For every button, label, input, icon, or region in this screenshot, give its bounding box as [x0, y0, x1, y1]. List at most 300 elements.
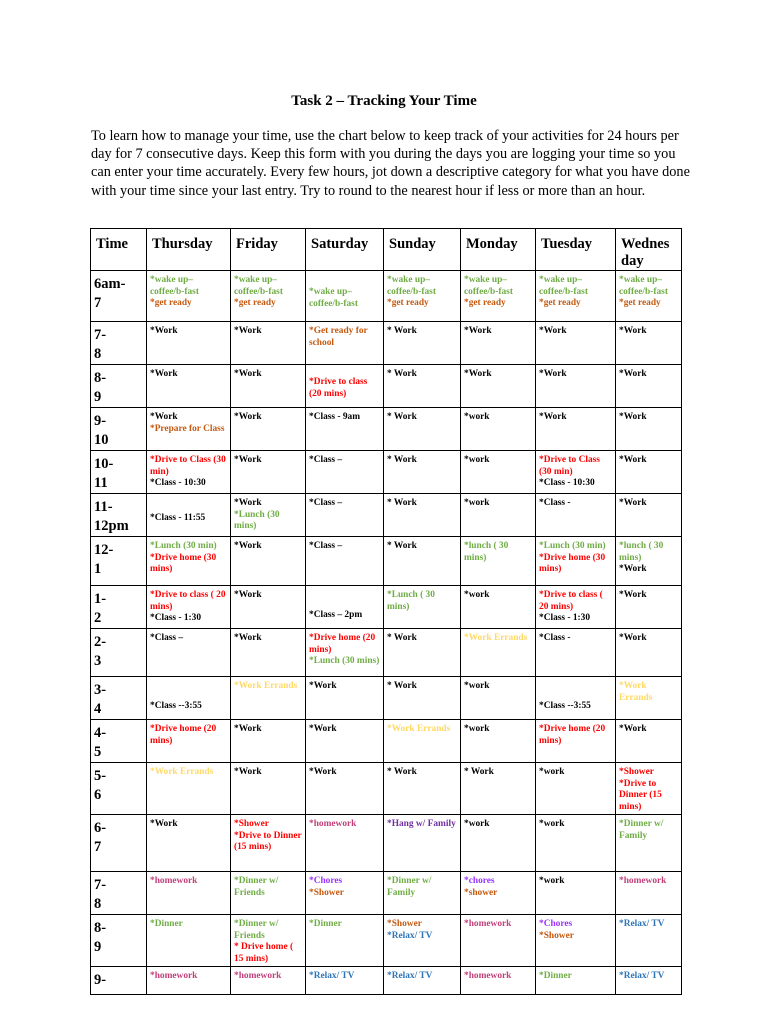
activity-cell-wednesday — [616, 408, 682, 451]
activity-cell-sunday — [384, 271, 461, 322]
activity-entry: *Work — [234, 633, 262, 643]
table-row — [91, 365, 682, 408]
activity-cell-monday — [461, 629, 536, 677]
activity-entry: *Relax/ TV — [387, 930, 433, 941]
time-slot-label: 8 — [94, 895, 102, 912]
activity-entry: *Dinner w/ Friends — [234, 918, 279, 941]
activity-cell-wednesday — [616, 322, 682, 365]
activity-entry: *Work — [234, 767, 262, 777]
activity-entry: *Class – — [309, 541, 343, 551]
activity-cell-tuesday — [536, 537, 616, 586]
header-sunday: Sunday — [384, 229, 461, 271]
activity-cell-monday — [461, 271, 536, 322]
activity-entry: *Lunch (30 min) — [539, 541, 606, 551]
activity-entry: *Drive home (20 mins) — [539, 724, 606, 746]
activity-entry: *Dinner — [539, 970, 572, 981]
activity-entry: *Work — [234, 412, 262, 422]
activity-cell-sunday — [384, 966, 461, 994]
activity-entry: *Dinner — [309, 918, 342, 929]
time-slot-label: 6am- — [94, 276, 126, 292]
time-slot-cell — [91, 763, 147, 815]
activity-entry: *Lunch ( 30 mins) — [387, 590, 435, 612]
activity-entry: *Class - 1:30 — [150, 613, 202, 624]
activity-entry: *Drive to class (20 mins) — [309, 377, 368, 399]
activity-entry: *Shower — [234, 818, 269, 829]
activity-cell-thursday — [147, 322, 231, 365]
activity-entry: *Work — [234, 326, 262, 336]
activity-entry: *Drive home (30 mins) — [150, 552, 217, 575]
activity-entry: *Relax/ TV — [309, 970, 355, 981]
activity-cell-tuesday — [536, 629, 616, 677]
header-row — [91, 229, 682, 271]
activity-cell-saturday — [306, 537, 384, 586]
activity-entry: *Hang w/ Family — [387, 818, 456, 829]
activity-cell-friday — [231, 763, 306, 815]
activity-entry: *get ready — [539, 298, 581, 309]
activity-cell-sunday — [384, 494, 461, 537]
activity-cell-saturday — [306, 871, 384, 914]
time-slot-label: 2- — [94, 634, 107, 650]
time-slot-label: 8- — [94, 919, 107, 936]
activity-cell-thursday — [147, 408, 231, 451]
activity-cell-wednesday — [616, 720, 682, 763]
activity-entry: *chores — [464, 875, 495, 886]
activity-entry: *work — [539, 875, 565, 886]
time-slot-cell — [91, 322, 147, 365]
activity-entry: * Work — [387, 412, 417, 422]
activity-cell-saturday — [306, 966, 384, 994]
activity-entry: *work — [464, 498, 490, 508]
activity-cell-thursday — [147, 677, 231, 720]
time-slot-label: 6- — [94, 819, 107, 836]
activity-entry: *Lunch (30 min) — [150, 541, 217, 551]
activity-entry: *Class – — [309, 455, 343, 465]
time-slot-cell — [91, 494, 147, 537]
activity-cell-wednesday — [616, 914, 682, 966]
activity-cell-sunday — [384, 365, 461, 408]
activity-cell-wednesday — [616, 537, 682, 586]
activity-entry: *Class - 9am — [309, 412, 361, 422]
activity-cell-monday — [461, 871, 536, 914]
activity-entry: *Work — [234, 590, 262, 600]
activity-cell-sunday — [384, 871, 461, 914]
activity-cell-tuesday — [536, 494, 616, 537]
activity-cell-friday — [231, 629, 306, 677]
time-slot-cell — [91, 537, 147, 586]
activity-entry: * Work — [464, 767, 494, 777]
time-slot-label: 1 — [94, 561, 102, 577]
activity-cell-monday — [461, 720, 536, 763]
activity-entry: * Work — [387, 326, 417, 336]
activity-cell-wednesday — [616, 629, 682, 677]
activity-entry: *Drive to Dinner (15 mins) — [619, 778, 662, 813]
time-slot-label: 12pm — [94, 518, 129, 534]
time-slot-label: 5- — [94, 768, 107, 784]
activity-cell-thursday — [147, 451, 231, 494]
activity-entry: *Class --3:55 — [539, 701, 591, 711]
activity-entry: *Drive to Dinner (15 mins) — [234, 830, 302, 853]
activity-entry: *work — [539, 767, 565, 777]
table-row — [91, 451, 682, 494]
table-row — [91, 271, 682, 322]
activity-entry: *Work — [150, 326, 178, 336]
activity-cell-saturday — [306, 322, 384, 365]
time-slot-cell — [91, 914, 147, 966]
activity-cell-monday — [461, 408, 536, 451]
time-slot-label: 3- — [94, 682, 107, 698]
header-wednesday: Wednes day — [616, 229, 682, 271]
activity-entry: *Dinner — [150, 918, 183, 929]
activity-entry: *Work — [619, 564, 647, 575]
activity-cell-tuesday — [536, 720, 616, 763]
activity-cell-sunday — [384, 814, 461, 871]
activity-cell-tuesday — [536, 365, 616, 408]
activity-entry: coffee/b-fast — [464, 286, 513, 297]
activity-cell-thursday — [147, 494, 231, 537]
activity-cell-saturday — [306, 408, 384, 451]
activity-entry: *get ready — [464, 298, 506, 309]
page-title: Task 2 – Tracking Your Time — [291, 93, 477, 109]
activity-entry: coffee/b-fast — [619, 286, 668, 297]
activity-cell-saturday — [306, 271, 384, 322]
activity-entry: *Class – — [309, 498, 343, 508]
table-row — [91, 677, 682, 720]
activity-cell-thursday — [147, 271, 231, 322]
activity-cell-wednesday — [616, 494, 682, 537]
time-slot-label: 7- — [94, 327, 107, 343]
activity-entry: *Chores — [309, 875, 343, 886]
activity-entry: * Work — [387, 541, 417, 551]
activity-entry: coffee/b-fast — [234, 286, 283, 297]
table-row — [91, 537, 682, 586]
activity-entry: *wake up– — [309, 287, 352, 297]
activity-cell-wednesday — [616, 763, 682, 815]
activity-entry: *Class - — [539, 498, 571, 508]
time-slot-cell — [91, 629, 147, 677]
activity-entry: *work — [464, 455, 490, 465]
activity-cell-sunday — [384, 586, 461, 629]
activity-entry: * Work — [387, 767, 417, 777]
activity-cell-monday — [461, 814, 536, 871]
activity-entry: *Work — [234, 498, 262, 508]
time-slot-label: 7 — [94, 295, 102, 311]
activity-entry: *Work — [619, 369, 647, 379]
activity-entry: *Work Errands — [464, 633, 528, 643]
activity-cell-tuesday — [536, 322, 616, 365]
activity-cell-tuesday — [536, 677, 616, 720]
time-slot-cell — [91, 271, 147, 322]
activity-cell-sunday — [384, 451, 461, 494]
activity-cell-thursday — [147, 365, 231, 408]
time-slot-label: 9 — [94, 938, 102, 955]
activity-cell-wednesday — [616, 966, 682, 994]
activity-cell-thursday — [147, 914, 231, 966]
activity-cell-monday — [461, 494, 536, 537]
activity-entry: *shower — [464, 887, 498, 898]
activity-entry: *homework — [150, 970, 198, 981]
time-slot-label: 7 — [94, 838, 102, 855]
activity-entry: *Drive to class ( 20 mins) — [150, 590, 226, 612]
activity-entry: *lunch ( 30 mins) — [619, 541, 664, 563]
activity-cell-monday — [461, 966, 536, 994]
time-slot-cell — [91, 871, 147, 914]
activity-entry: *Work — [150, 818, 178, 829]
activity-cell-thursday — [147, 629, 231, 677]
activity-entry: *Drive to Class (30 min) — [150, 455, 226, 477]
activity-entry: *Work — [309, 681, 337, 691]
time-slot-label: 12- — [94, 542, 114, 558]
activity-cell-sunday — [384, 914, 461, 966]
activity-cell-wednesday — [616, 871, 682, 914]
activity-entry: *Work — [464, 369, 492, 379]
header-monday: Monday — [461, 229, 536, 271]
activity-entry: *wake up– — [539, 275, 582, 285]
time-slot-label: 7- — [94, 876, 107, 893]
time-slot-cell — [91, 586, 147, 629]
activity-cell-thursday — [147, 537, 231, 586]
activity-entry: *Lunch (30 mins) — [309, 656, 380, 667]
activity-cell-sunday — [384, 537, 461, 586]
activity-entry: *Work — [619, 633, 647, 643]
activity-cell-monday — [461, 677, 536, 720]
time-slot-label: 4- — [94, 725, 107, 741]
time-slot-cell — [91, 720, 147, 763]
activity-entry: *wake up– — [464, 275, 507, 285]
activity-cell-friday — [231, 814, 306, 871]
activity-entry: *Drive to class ( 20 mins) — [539, 590, 603, 612]
activity-entry: *Work Errands — [619, 681, 653, 703]
activity-cell-thursday — [147, 586, 231, 629]
activity-entry: *Work — [619, 326, 647, 336]
activity-entry: coffee/b-fast — [309, 298, 358, 309]
activity-entry: *Work — [309, 724, 337, 734]
activity-cell-wednesday — [616, 365, 682, 408]
activity-entry: *work — [464, 590, 490, 600]
activity-entry: *Class - 1:30 — [539, 613, 591, 624]
activity-entry: *work — [464, 724, 490, 734]
time-slot-cell — [91, 365, 147, 408]
activity-cell-sunday — [384, 720, 461, 763]
time-slot-label: 11- — [94, 499, 113, 515]
activity-cell-wednesday — [616, 451, 682, 494]
activity-cell-tuesday — [536, 408, 616, 451]
activity-entry: *Class - 11:55 — [150, 513, 206, 523]
activity-entry: *Work — [619, 590, 647, 600]
activity-cell-thursday — [147, 720, 231, 763]
activity-entry: *Shower — [387, 918, 422, 929]
time-slot-label: 5 — [94, 744, 102, 760]
activity-entry: *Relax/ TV — [619, 918, 665, 929]
time-slot-label: 8 — [94, 346, 102, 362]
activity-entry: *Dinner w/ Friends — [234, 875, 279, 898]
activity-cell-monday — [461, 322, 536, 365]
activity-entry: *Lunch (30 mins) — [234, 509, 280, 532]
time-tracking-table — [90, 228, 682, 995]
activity-entry: *work — [464, 412, 490, 422]
activity-entry: *Shower — [539, 930, 574, 941]
activity-cell-tuesday — [536, 763, 616, 815]
activity-cell-friday — [231, 871, 306, 914]
activity-entry: *Work — [619, 498, 647, 508]
activity-entry: *lunch ( 30 mins) — [464, 541, 509, 563]
activity-cell-saturday — [306, 677, 384, 720]
activity-entry: *Shower — [309, 887, 344, 898]
activity-entry: *Dinner w/ Family — [387, 875, 432, 898]
activity-cell-friday — [231, 365, 306, 408]
activity-entry: *Relax/ TV — [619, 970, 665, 981]
activity-entry: *wake up– — [150, 275, 193, 285]
activity-cell-tuesday — [536, 914, 616, 966]
activity-entry: coffee/b-fast — [150, 286, 199, 297]
activity-entry: *Prepare for Class — [150, 423, 225, 434]
activity-cell-thursday — [147, 763, 231, 815]
time-slot-cell — [91, 451, 147, 494]
time-slot-label: 10 — [94, 432, 109, 448]
activity-entry: *Work Errands — [387, 724, 451, 734]
activity-entry: * Drive home ( 15 mins) — [234, 942, 294, 964]
activity-entry: *Drive home (30 mins) — [539, 552, 606, 575]
activity-entry: *Work — [234, 369, 262, 379]
time-slot-label: 6 — [94, 787, 102, 803]
time-slot-label: 9 — [94, 389, 102, 405]
activity-entry: *Dinner w/ Family — [619, 818, 664, 841]
activity-cell-saturday — [306, 365, 384, 408]
activity-cell-monday — [461, 537, 536, 586]
time-slot-cell — [91, 966, 147, 994]
activity-cell-monday — [461, 914, 536, 966]
activity-entry: * Work — [387, 498, 417, 508]
activity-cell-sunday — [384, 322, 461, 365]
activity-entry: *Relax/ TV — [387, 970, 433, 981]
activity-entry: *Work — [619, 455, 647, 465]
activity-cell-monday — [461, 365, 536, 408]
activity-entry: *Get ready for school — [309, 326, 368, 348]
activity-cell-saturday — [306, 763, 384, 815]
table-row — [91, 494, 682, 537]
table-row — [91, 586, 682, 629]
table-row — [91, 720, 682, 763]
activity-entry: *Work — [539, 412, 567, 422]
activity-cell-tuesday — [536, 586, 616, 629]
activity-cell-tuesday — [536, 451, 616, 494]
header-friday: Friday — [231, 229, 306, 271]
header-time: Time — [91, 229, 147, 271]
activity-cell-tuesday — [536, 814, 616, 871]
activity-entry: *Work — [234, 541, 262, 551]
time-slot-label: 10- — [94, 456, 114, 472]
activity-entry: *Work — [234, 724, 262, 734]
activity-entry: *get ready — [150, 298, 192, 309]
header-thursday: Thursday — [147, 229, 231, 271]
activity-cell-saturday — [306, 914, 384, 966]
activity-cell-thursday — [147, 966, 231, 994]
time-slot-cell — [91, 814, 147, 871]
activity-cell-saturday — [306, 629, 384, 677]
instructions-paragraph: To learn how to manage your time, use the chart below to keep track of your activities for 24 hours per day for 7 consecutive days. Keep this form with you during the days you are logging your time so you can enter your time accurately. Every few hours, jot down a descriptive category for what you have done with your time since your last entry. Try to round to the nearest hour if less or more than an hour. — [91, 128, 690, 199]
time-slot-cell — [91, 408, 147, 451]
activity-entry: *homework — [150, 875, 198, 886]
activity-cell-friday — [231, 677, 306, 720]
activity-entry: *wake up– — [387, 275, 430, 285]
activity-entry: *Chores — [539, 918, 573, 929]
activity-entry: *get ready — [619, 298, 661, 309]
time-slot-label: 9- — [94, 413, 107, 429]
header-saturday: Saturday — [306, 229, 384, 271]
table-row — [91, 871, 682, 914]
activity-cell-friday — [231, 322, 306, 365]
activity-cell-wednesday — [616, 271, 682, 322]
activity-entry: *Class - 10:30 — [539, 478, 595, 489]
time-slot-label: 1- — [94, 591, 107, 607]
activity-entry: coffee/b-fast — [387, 286, 436, 297]
activity-cell-friday — [231, 537, 306, 586]
activity-cell-friday — [231, 966, 306, 994]
activity-cell-tuesday — [536, 966, 616, 994]
activity-entry: *homework — [464, 918, 512, 929]
activity-entry: *Work Errands — [150, 767, 214, 777]
activity-entry: *Work Errands — [234, 681, 298, 691]
activity-cell-tuesday — [536, 871, 616, 914]
activity-entry: * Work — [387, 633, 417, 643]
activity-cell-sunday — [384, 408, 461, 451]
activity-entry: *Class – — [150, 633, 184, 643]
activity-entry: *Work — [150, 412, 178, 422]
activity-cell-saturday — [306, 720, 384, 763]
activity-entry: *Work — [464, 326, 492, 336]
activity-cell-monday — [461, 763, 536, 815]
activity-cell-monday — [461, 586, 536, 629]
activity-entry: *get ready — [387, 298, 429, 309]
activity-entry: * Work — [387, 455, 417, 465]
activity-entry: *Drive to Class (30 min) — [539, 455, 600, 477]
activity-entry: *Work — [309, 767, 337, 777]
table-row — [91, 408, 682, 451]
activity-entry: *homework — [234, 970, 282, 981]
activity-entry: *Work — [619, 412, 647, 422]
table-row — [91, 814, 682, 871]
activity-cell-friday — [231, 451, 306, 494]
activity-cell-saturday — [306, 814, 384, 871]
activity-entry: *wake up– — [234, 275, 277, 285]
activity-cell-wednesday — [616, 814, 682, 871]
activity-entry: *Work — [539, 326, 567, 336]
activity-entry: *Drive home (20 mins) — [309, 633, 376, 655]
activity-entry: * Work — [387, 369, 417, 379]
activity-entry: *homework — [464, 970, 512, 981]
activity-cell-monday — [461, 451, 536, 494]
table-row — [91, 629, 682, 677]
table-row — [91, 763, 682, 815]
activity-entry: *Class - — [539, 633, 571, 643]
activity-entry: *Work — [150, 369, 178, 379]
header-tuesday: Tuesday — [536, 229, 616, 271]
activity-cell-thursday — [147, 871, 231, 914]
activity-entry: *Shower — [619, 767, 654, 777]
activity-entry: *work — [539, 818, 565, 829]
time-slot-label: 11 — [94, 475, 108, 491]
activity-cell-saturday — [306, 451, 384, 494]
time-slot-label: 8- — [94, 370, 107, 386]
activity-entry: *Work — [539, 369, 567, 379]
time-slot-label: 3 — [94, 653, 102, 669]
activity-entry: coffee/b-fast — [539, 286, 588, 297]
activity-entry: *Class – 2pm — [309, 610, 363, 620]
activity-cell-saturday — [306, 494, 384, 537]
activity-cell-friday — [231, 408, 306, 451]
table-row — [91, 966, 682, 994]
activity-entry: *work — [464, 681, 490, 691]
activity-cell-thursday — [147, 814, 231, 871]
